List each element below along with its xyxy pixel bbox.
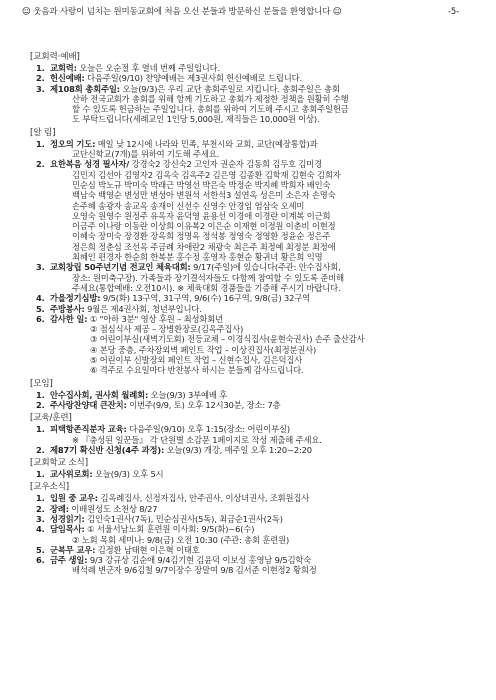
item-line: 주세요(통합예배: 오전10시). ※ 체육대회 경품들을 기증해 주시기 바랍니다.	[72, 282, 341, 293]
item-line	[50, 424, 474, 434]
item-line: ② 점심식사 제공 – 장병환장로(김옥주집사)	[90, 324, 244, 335]
section-gap	[22, 576, 476, 579]
item-heading: 주사랑찬양대 큰잔치:	[50, 399, 127, 410]
section-list	[22, 424, 476, 455]
section	[22, 379, 476, 414]
section	[22, 458, 476, 482]
list-item	[22, 159, 476, 262]
item-line	[50, 504, 474, 514]
item-line	[50, 555, 474, 565]
item-number: 1.	[36, 493, 45, 504]
item-line: 최혜인 편경자 한순희 한복분 홍수정 홍영자 홍현순 황귀녀 황은희 익명	[72, 252, 323, 263]
section-title: [교회력·예배]	[30, 52, 80, 62]
item-line	[50, 84, 474, 94]
list-item	[22, 400, 476, 410]
item-text: 이번주(9/9, 토) 오후 12시30분, 장소: 7층	[129, 399, 281, 410]
item-number: 6.	[36, 313, 45, 324]
item-number: 1.	[36, 63, 45, 73]
item-number: 1.	[36, 424, 45, 435]
item-heading: 성경읽기:	[50, 513, 85, 524]
list-item	[22, 504, 476, 514]
item-number: 1.	[36, 469, 45, 480]
item-text: ① 서울서남노회 훈련원 이사회: 9/5(화)~6(수)	[87, 524, 255, 535]
item-line	[50, 524, 474, 534]
item-line: 이혜숙 장미숙 장경환 장옥희 정명옥 정석봉 정영숙 정영환 정윤순 정은주	[72, 231, 331, 242]
item-line	[50, 139, 474, 149]
item-line	[50, 400, 474, 410]
list-item	[22, 73, 476, 83]
section	[22, 482, 476, 578]
item-text: 오늘(9/3) 오후 5시	[95, 469, 164, 480]
section-list	[22, 139, 476, 376]
item-text: 김정환 남태현 이은혁 이태호	[97, 544, 200, 555]
list-item	[22, 493, 476, 503]
item-line	[50, 493, 474, 503]
item-heading: 주방봉사:	[50, 303, 85, 314]
item-number: 2.	[36, 444, 45, 455]
item-heading: 교회창립 50주년기념 전교인 체육대회:	[50, 262, 191, 273]
item-text: 김인숙1권사(7독), 민순심권사(5독), 최금순1권사(2독)	[87, 513, 283, 524]
item-line	[50, 469, 474, 479]
section-title: [교우소식]	[30, 482, 70, 493]
item-heading: 제108회 총회주일:	[50, 83, 120, 94]
list-item	[22, 63, 476, 73]
section-list	[22, 390, 476, 411]
item-heading: 장례:	[50, 503, 69, 514]
item-text: 다음주일(9/10) 찬양예배는 제3권사회 헌신예배로 드립니다.	[87, 73, 302, 84]
item-line	[50, 63, 474, 73]
item-text: 오늘(9/3) 개강, 매주일 오후 1:20~2:20	[166, 444, 312, 455]
list-item	[22, 545, 476, 555]
item-line: ⑤ 어린이부 신발장외 페인트 작업 – 신현수집사, 김은덕집사	[90, 355, 303, 366]
item-heading: 헌신예배:	[50, 73, 85, 84]
item-number: 6.	[36, 555, 45, 566]
item-line: ② 노회 목회 세미나: 9/8(금) 오전 10:30 (주관: 총회 훈련원)	[72, 534, 290, 545]
item-text: 김옥례집사, 신정자집사, 안주권사, 이상녀권사, 조휘원집사	[100, 493, 310, 504]
item-heading: 가을정기심방:	[50, 293, 101, 304]
item-line	[50, 445, 474, 455]
bulletin-content	[22, 52, 476, 579]
item-text: 9/5(화) 13구역, 31구역, 9/6(수) 16구역, 9/8(금) 32구역	[102, 293, 311, 304]
item-line: 손주혜 송광자 송교옥 송재이 신선수 신영수 안경임 엄삼숙 오세미	[72, 200, 305, 211]
item-number: 2.	[36, 503, 45, 514]
list-item	[22, 293, 476, 303]
item-heading: 감사한 일:	[50, 313, 88, 324]
item-line: 민순심 박노규 박미숙 박래근 박영선 박은숙 박정순 박지혜 박희자 배인숙	[72, 179, 331, 190]
item-heading: 피택항존직분자 교육:	[50, 424, 127, 435]
section	[22, 52, 476, 128]
list-item	[22, 304, 476, 314]
item-line	[50, 73, 474, 83]
item-line: ⑥ 격주로 수요일마다 반찬봉사 하시는 분들께 감사드립니다.	[90, 365, 304, 376]
item-line: 도 부탁드립니다(세례교인 1인당 5,000원, 제직들은 10,000원 이상).	[72, 114, 320, 125]
item-line: 백남숙 백영순 변성만 변성아 변원석 서한석3 설연옥 성은미 소은자 손명숙	[72, 190, 336, 201]
section-list	[22, 469, 476, 479]
item-heading: 제87기 확신반 신청(4주 과정):	[50, 444, 165, 455]
item-text: 오늘(9/3) 3부예배 후	[150, 389, 228, 400]
item-heading: 안수집사회, 권사회 월례회:	[50, 389, 149, 400]
list-item	[22, 424, 476, 445]
list-item	[22, 314, 476, 376]
item-number: 1.	[36, 389, 45, 400]
item-heading: 정오의 기도:	[50, 138, 96, 149]
section-title: [교육/훈련]	[30, 413, 72, 424]
item-number: 2.	[36, 399, 45, 410]
section-title: [교회학교 소식]	[30, 458, 88, 469]
item-number: 4.	[36, 293, 45, 304]
item-number: 2.	[36, 159, 45, 170]
item-line: 산하 전국교회가 총회를 위해 함께 기도하고 총회가 제정한 정책을 원활히 수행	[72, 93, 349, 104]
item-number: 5.	[36, 544, 45, 555]
item-text: 9/3 강규상 김순애 9/4김기현 김윤덕 이보성 홍영남 9/5김학숙	[89, 555, 312, 566]
list-item	[22, 84, 476, 125]
list-item	[22, 524, 476, 545]
item-line: 할 수 있도록 헌금하는 주일입니다. 총회를 위하여 기도해 주시고 총회주일헌금	[72, 104, 349, 115]
item-line	[50, 390, 474, 400]
item-line: 이금주 이나랑 이동란 이상희 이유복2 이은순 이재현 이정원 이춘비 이현정	[72, 221, 336, 232]
item-number: 2.	[36, 73, 45, 84]
section	[22, 413, 476, 458]
item-line: 오영숙 원영수 원정주 유옥자 윤덕영 윤용선 이경애 이경란 이계복 이근희	[72, 210, 331, 221]
section-title: [알 림]	[30, 127, 56, 138]
item-heading: 교회력:	[50, 63, 77, 73]
item-text: 이배원성도 소천상 8/27	[71, 503, 158, 514]
page-number: -5-	[448, 7, 460, 17]
item-heading: 금주 생일:	[50, 555, 88, 566]
item-text: 오늘은 오순절 후 열네 번째 주일입니다.	[79, 63, 221, 73]
item-text: 매일 낮 12시에 나라와 민족, 부천시와 교회, 교단(예장통합)과	[97, 138, 318, 149]
list-item	[22, 514, 476, 524]
list-item	[22, 555, 476, 576]
list-item	[22, 469, 476, 479]
item-number: 3.	[36, 262, 45, 273]
item-line	[50, 545, 474, 555]
item-line	[50, 293, 474, 303]
item-heading: 군복무 교우:	[50, 544, 96, 555]
item-text: 9월은 제4권사회, 청년부입니다.	[87, 303, 202, 314]
item-number: 3.	[36, 513, 45, 524]
item-heading: 교사위로회:	[50, 469, 93, 480]
section-list	[22, 493, 476, 575]
item-number: 3.	[36, 83, 45, 94]
list-item	[22, 139, 476, 160]
section	[22, 128, 476, 379]
item-text: 다음주일(9/10) 오후 1:15(장소: 어린이부실)	[129, 424, 290, 435]
item-line	[50, 159, 474, 169]
section-title: [모임]	[30, 378, 53, 389]
list-item	[22, 262, 476, 293]
item-heading: 입원 중 교우:	[50, 493, 98, 504]
item-line: 장소: 원미축구장). 가족들과 장기결석자들도 다함께 참여할 수 있도록 준비해	[72, 272, 344, 283]
item-text: 오늘(9/3)은 우리 교단 총회주일로 지킵니다. 총회주일은 총회	[122, 83, 340, 94]
page-header	[0, 6, 496, 20]
item-number: 4.	[36, 524, 45, 535]
item-line	[50, 314, 474, 324]
item-line	[50, 262, 474, 272]
item-line: ※ 『충성된 일꾼들』 각 단원별 소감문 1페이지로 작성 제출해 주세요.	[72, 434, 322, 445]
section-list	[22, 63, 476, 125]
item-line	[50, 514, 474, 524]
item-number: 1.	[36, 138, 45, 149]
item-text: ① "아하 3분" 영상 후원 – 최성화회년	[89, 313, 223, 324]
item-line: 교단신학교(7개)를 위하여 기도해 주세요.	[72, 149, 220, 160]
item-heading: 요한복음 성경 필사자/	[50, 159, 130, 170]
item-line: 김민지 김선아 김영자2 김옥숙 김옥주2 김은영 김종환 김학재 김현숙 김희자	[72, 169, 341, 180]
item-text: 9/17(주일)에 있습니다(주관: 안수집사회,	[193, 262, 341, 273]
item-text: 강경숙2 강신숙2 고인자 권순자 김동희 김두호 김미경	[131, 159, 323, 170]
item-line: 배석례 변군자 9/6김철 9/7이장수 장말여 9/8 김서준 이현정2 황희정	[72, 565, 317, 576]
list-item	[22, 445, 476, 455]
item-line	[50, 304, 474, 314]
item-line: ④ 본당 중층, 주차장외벽 페인트 작업 – 이상진집사(최정분권사)	[90, 344, 317, 355]
item-number: 5.	[36, 303, 45, 314]
welcome-message: ☺ 웃음과 사랑이 넘치는 원미동교회에 처음 오신 분들과 방문하신 분들을 환영합니다 ☺	[22, 7, 342, 17]
list-item	[22, 390, 476, 400]
item-heading: 담임목사:	[50, 524, 85, 535]
item-line: ③ 어린이부실(새벽기도회) 전등교체 – 이경식집사(윤현숙권사) 손주 출산감사	[90, 334, 365, 345]
item-line: 정은희 정춘심 조선옥 주금례 차애란2 채광숙 최은주 최정예 최정분 최정애	[72, 241, 336, 252]
